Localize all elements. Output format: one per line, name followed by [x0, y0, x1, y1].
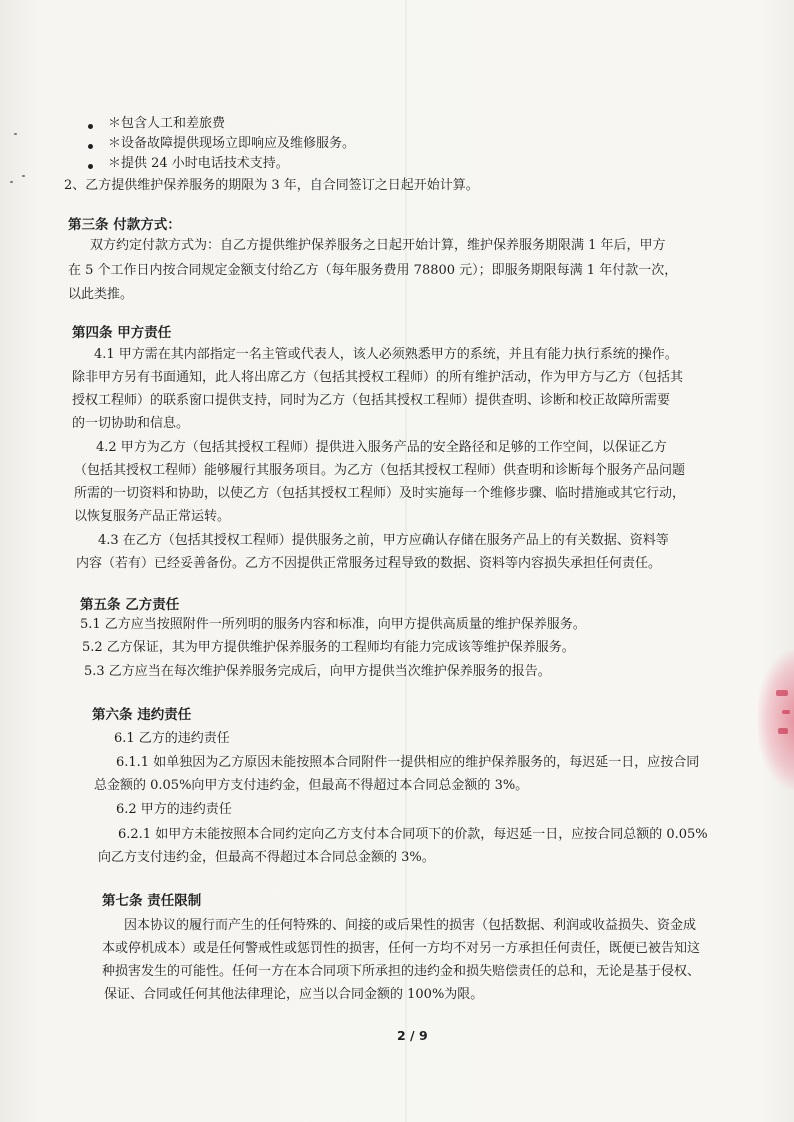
article-6-line: 6.1.1 如单独因为乙方原因未能按照本合同附件一提供相应的维护保养服务的，每迟延一日，应按合同 [116, 755, 700, 770]
seal-mark [782, 710, 790, 714]
page-number: 2 / 9 [397, 1028, 428, 1043]
article-6-line: 6.2.1 如甲方未能按照本合同约定向乙方支付本合同项下的价款，每迟延一日，应按合同总额的 0.05% [118, 827, 708, 842]
bullet-icon [88, 124, 93, 129]
article-4-line: 以恢复服务产品正常运转。 [74, 509, 231, 524]
seal-mark [778, 728, 788, 734]
article-6-subtitle: 6.2 甲方的违约责任 [116, 802, 232, 817]
seal-mark [776, 690, 788, 696]
article-6-line: 总金额的 0.05%向甲方支付违约金，但最高不得超过本合同总金额的 3%。 [94, 778, 529, 793]
red-seal-stamp [758, 650, 794, 790]
article-3-line: 以此类推。 [68, 287, 134, 302]
clause-2: 2、乙方提供维护保养服务的期限为 3 年，自合同签订之日起开始计算。 [64, 178, 479, 193]
article-4-line: 4.3 在乙方（包括其授权工程师）提供服务之前，甲方应确认存储在服务产品上的有关数据、资料等 [98, 533, 669, 548]
article-5-line: 5.3 乙方应当在每次维护保养服务完成后，向甲方提供当次维护保养服务的报告。 [84, 664, 551, 679]
article-7-line: 因本协议的履行而产生的任何特殊的、间接的或后果性的损害（包括数据、利润或收益损失、资金成 [124, 918, 697, 933]
article-6-subtitle: 6.1 乙方的违约责任 [114, 731, 230, 746]
article-7-line: 本或停机成本）或是任何警戒性或惩罚性的损害，任何一方均不对另一方承担任何责任，既便已被告知这 [102, 941, 701, 956]
article-6-line: 向乙方支付违约金，但最高不得超过本合同总金额的 3%。 [98, 850, 435, 865]
article-7-line: 保证、合同或任何其他法律理论，应当以合同金额的 100%为限。 [104, 987, 484, 1002]
article-4-line: 授权工程师）的联系窗口提供支持，同时为乙方（包括其授权工程师）提供查明、诊断和校正故障所需要 [72, 393, 671, 408]
bullet-icon [88, 144, 93, 149]
bullet-item: ＊提供 24 小时电话技术支持。 [108, 156, 289, 171]
article-3-line: 双方约定付款方式为：自乙方提供维护保养服务之日起开始计算，维护保养服务期限满 1 年后，甲方 [90, 238, 666, 253]
article-3-line: 在 5 个工作日内按合同规定金额支付给乙方（每年服务费用 78800 元）；即服务期限每满 1 年付款一次， [68, 263, 678, 278]
article-7-line: 种损害发生的可能性。任何一方在本合同项下所承担的违约金和损失赔偿责任的总和，无论是基于侵权、 [102, 964, 701, 979]
article-4-line: 的一切协助和信息。 [72, 416, 190, 431]
article-4-line: 所需的一切资料和协助，以使乙方（包括其授权工程师）及时实施每一个维修步骤、临时措施或其它行动， [74, 486, 686, 501]
article-4-line: 4.2 甲方为乙方（包括其授权工程师）提供进入服务产品的安全路径和足够的工作空间，以保证乙方 [96, 440, 667, 455]
article-5-line: 5.2 乙方保证，其为甲方提供维护保养服务的工程师均有能力完成该等维护保养服务。 [82, 640, 575, 655]
scan-speck [10, 181, 13, 183]
article-4-title: 第四条 甲方责任 [72, 325, 172, 341]
article-4-line: 内容（若有）已经妥善备份。乙方不因提供正常服务过程导致的数据、资料等内容损失承担任何责任。 [76, 556, 662, 571]
bullet-item: ＊包含人工和差旅费 [108, 116, 226, 131]
scan-speck [22, 175, 25, 177]
article-4-line: 4.1 甲方需在其内部指定一名主管或代表人，该人必须熟悉甲方的系统，并且有能力执行系统的操作。 [94, 347, 678, 362]
article-6-title: 第六条 违约责任 [92, 707, 192, 723]
article-5-line: 5.1 乙方应当按照附件一所列明的服务内容和标准，向甲方提供高质量的维护保养服务。 [80, 617, 586, 632]
bullet-item: ＊设备故障提供现场立即响应及维修服务。 [108, 136, 356, 151]
article-3-title: 第三条 付款方式： [68, 217, 181, 233]
article-7-title: 第七条 责任限制 [102, 893, 202, 909]
article-4-line: （包括其授权工程师）能够履行其服务项目。为乙方（包括其授权工程师）供查明和诊断每个服务产品问题 [74, 463, 686, 478]
article-5-title: 第五条 乙方责任 [80, 597, 180, 613]
article-4-line: 除非甲方另有书面通知，此人将出席乙方（包括其授权工程师）的所有维护活动，作为甲方与乙方（包括其 [72, 370, 684, 385]
scan-speck [14, 133, 17, 135]
bullet-icon [88, 164, 93, 169]
